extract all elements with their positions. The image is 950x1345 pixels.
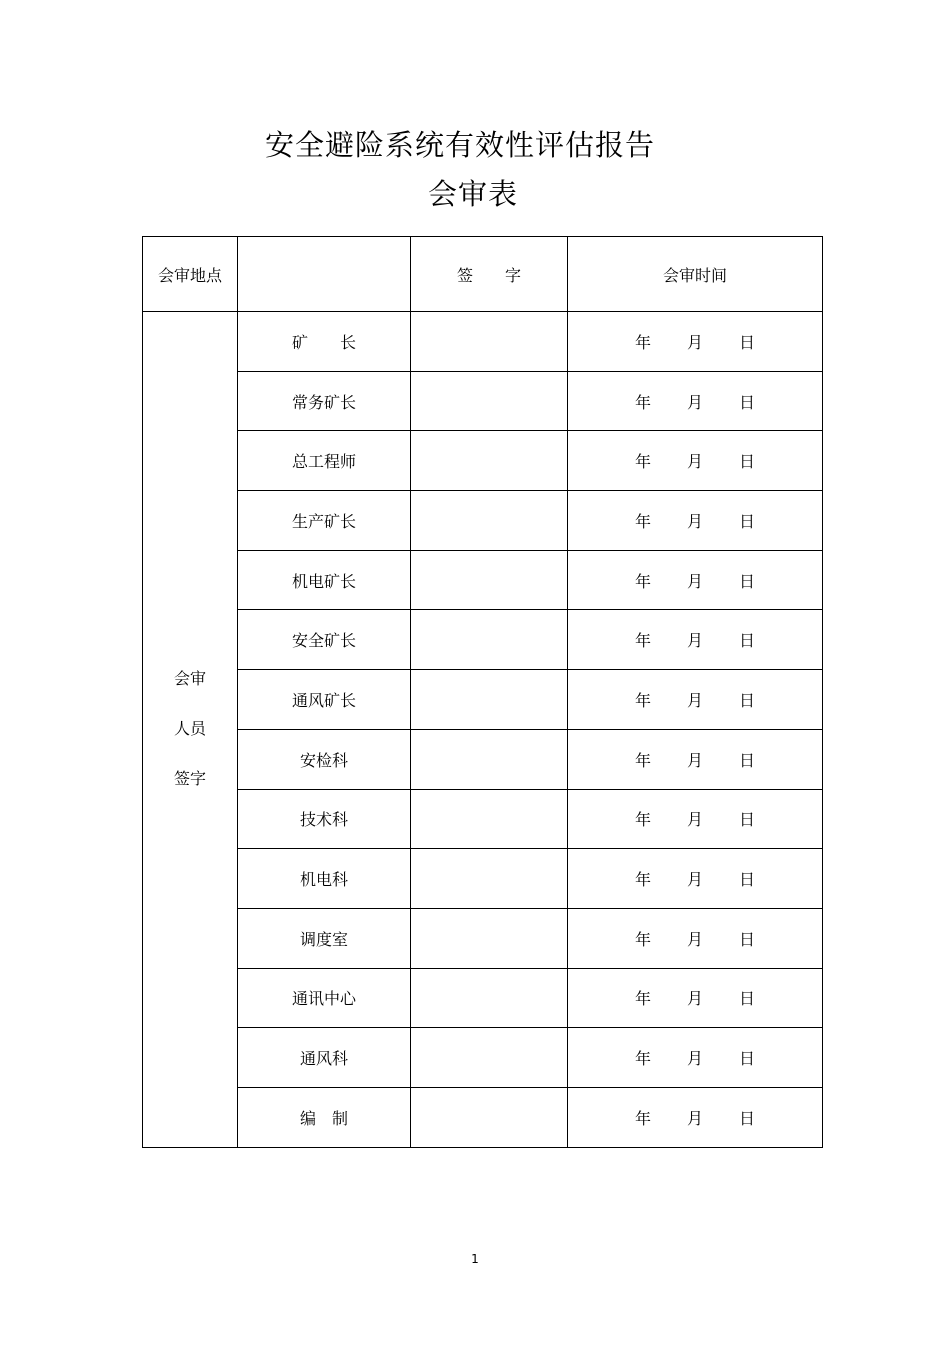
date-month-label: 月	[686, 332, 703, 352]
date-day-label: 日	[739, 452, 756, 472]
date-year-label: 年	[634, 1108, 651, 1128]
location-label: 会审地点	[143, 237, 238, 312]
role-cell: 常务矿长	[238, 371, 411, 431]
date-year-label: 年	[634, 452, 651, 472]
date-year-label: 年	[634, 631, 651, 651]
date-cell[interactable]	[568, 789, 823, 849]
signature-cell[interactable]	[411, 1028, 568, 1088]
date-year-label: 年	[634, 511, 651, 531]
group-label-line: 会审	[173, 669, 206, 689]
table-row	[143, 371, 823, 431]
date-month-label: 月	[686, 929, 703, 949]
table-row	[143, 670, 823, 730]
role-cell: 机电科	[238, 849, 411, 909]
table-row	[143, 312, 823, 372]
location-value-cell[interactable]	[238, 237, 411, 312]
date-year-label: 年	[634, 690, 651, 710]
date-month-label: 月	[686, 392, 703, 412]
date-day-label: 日	[739, 511, 756, 531]
table-row	[143, 1087, 823, 1147]
group-label-cell	[143, 312, 238, 1148]
signature-header: 签 字	[411, 237, 568, 312]
page-number: 1	[471, 1252, 479, 1266]
table-row	[143, 1028, 823, 1088]
date-day-label: 日	[739, 810, 756, 830]
signature-cell[interactable]	[411, 431, 568, 491]
document-subtitle: 会审表	[427, 177, 518, 211]
time-header: 会审时间	[568, 237, 823, 312]
signature-cell[interactable]	[411, 371, 568, 431]
role-cell: 编 制	[238, 1087, 411, 1147]
date-year-label: 年	[634, 750, 651, 770]
role-cell: 通风矿长	[238, 670, 411, 730]
date-cell[interactable]	[568, 550, 823, 610]
signature-cell[interactable]	[411, 312, 568, 372]
group-label-line: 签字	[173, 769, 206, 789]
role-cell: 技术科	[238, 789, 411, 849]
date-cell[interactable]	[568, 491, 823, 551]
date-month-label: 月	[686, 1049, 703, 1069]
signature-cell[interactable]	[411, 670, 568, 730]
date-month-label: 月	[686, 571, 703, 591]
date-year-label: 年	[634, 929, 651, 949]
date-cell[interactable]	[568, 670, 823, 730]
table-row	[143, 968, 823, 1028]
date-day-label: 日	[739, 631, 756, 651]
signature-cell[interactable]	[411, 849, 568, 909]
date-month-label: 月	[686, 989, 703, 1009]
date-year-label: 年	[634, 332, 651, 352]
group-label-line: 人员	[173, 719, 206, 739]
date-month-label: 月	[686, 452, 703, 472]
table-row	[143, 491, 823, 551]
date-cell[interactable]	[568, 431, 823, 491]
date-cell[interactable]	[568, 312, 823, 372]
table-row	[143, 849, 823, 909]
table-row	[143, 610, 823, 670]
signature-cell[interactable]	[411, 789, 568, 849]
date-month-label: 月	[686, 631, 703, 651]
date-year-label: 年	[634, 810, 651, 830]
table-row	[143, 789, 823, 849]
date-month-label: 月	[686, 810, 703, 830]
document-title: 安全避险系统有效性评估报告	[264, 128, 655, 162]
role-cell: 机电矿长	[238, 550, 411, 610]
date-year-label: 年	[634, 870, 651, 890]
date-day-label: 日	[739, 1108, 756, 1128]
date-cell[interactable]	[568, 1087, 823, 1147]
date-cell[interactable]	[568, 968, 823, 1028]
date-month-label: 月	[686, 690, 703, 710]
signature-cell[interactable]	[411, 610, 568, 670]
signature-cell[interactable]	[411, 968, 568, 1028]
date-day-label: 日	[739, 571, 756, 591]
role-cell: 生产矿长	[238, 491, 411, 551]
role-cell: 安全矿长	[238, 610, 411, 670]
date-day-label: 日	[739, 392, 756, 412]
table-row	[143, 431, 823, 491]
role-cell: 通讯中心	[238, 968, 411, 1028]
date-cell[interactable]	[568, 371, 823, 431]
date-year-label: 年	[634, 571, 651, 591]
date-day-label: 日	[739, 750, 756, 770]
signature-cell[interactable]	[411, 1087, 568, 1147]
role-cell: 通风科	[238, 1028, 411, 1088]
review-table	[142, 236, 823, 1148]
date-month-label: 月	[686, 1108, 703, 1128]
date-year-label: 年	[634, 989, 651, 1009]
date-cell[interactable]	[568, 908, 823, 968]
table-row	[143, 729, 823, 789]
signature-cell[interactable]	[411, 550, 568, 610]
role-cell: 调度室	[238, 908, 411, 968]
date-month-label: 月	[686, 870, 703, 890]
role-cell: 矿 长	[238, 312, 411, 372]
date-cell[interactable]	[568, 610, 823, 670]
date-day-label: 日	[739, 989, 756, 1009]
date-day-label: 日	[739, 690, 756, 710]
date-cell[interactable]	[568, 729, 823, 789]
header-row	[143, 237, 823, 312]
date-cell[interactable]	[568, 849, 823, 909]
date-cell[interactable]	[568, 1028, 823, 1088]
role-cell: 安检科	[238, 729, 411, 789]
signature-cell[interactable]	[411, 729, 568, 789]
date-month-label: 月	[686, 511, 703, 531]
date-year-label: 年	[634, 392, 651, 412]
signature-cell[interactable]	[411, 908, 568, 968]
date-day-label: 日	[739, 870, 756, 890]
date-day-label: 日	[739, 332, 756, 352]
signature-cell[interactable]	[411, 491, 568, 551]
date-month-label: 月	[686, 750, 703, 770]
date-year-label: 年	[634, 1049, 651, 1069]
table-row	[143, 550, 823, 610]
table-row	[143, 908, 823, 968]
date-day-label: 日	[739, 1049, 756, 1069]
date-day-label: 日	[739, 929, 756, 949]
role-cell: 总工程师	[238, 431, 411, 491]
